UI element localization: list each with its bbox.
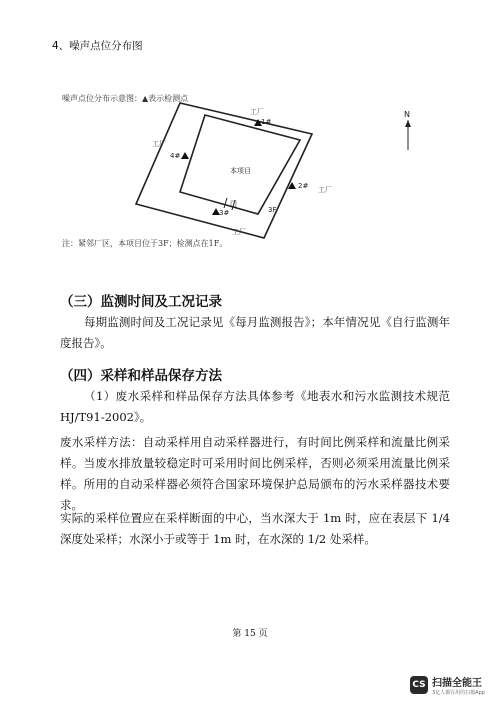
point-1-label: 1# xyxy=(261,118,272,126)
paragraph-sampling-position: 实际的采样位置应在采样断面的中心，当水深大于 1m 时，应在表层下 1/4 深度处采样；水深小于或等于 1m 时，在水深的 1/2 处采样。 xyxy=(60,511,450,546)
north-label: N xyxy=(404,110,410,119)
monitor-point-4 xyxy=(181,152,189,159)
factory-top-label: 工厂 xyxy=(250,108,264,116)
watermark-subtitle: 3亿人都在用的扫描App xyxy=(432,690,485,696)
section-title: 4、噪声点位分布图 xyxy=(52,40,143,52)
watermark-name: 扫描全能王 xyxy=(432,678,482,689)
factory-left-label: 工厂 xyxy=(152,140,166,148)
north-arrow-head xyxy=(405,120,411,127)
heading-sampling-method: （四）采样和样品保存方法 xyxy=(60,368,222,384)
factory-bottom-label: 工厂 xyxy=(232,228,246,236)
point-4-label: 4# xyxy=(170,152,181,160)
figure-note: 注：紧邻厂区，本项目位于3F；检测点在1F。 xyxy=(62,239,228,248)
heading-monitoring-time: （三）监测时间及工况记录 xyxy=(60,294,222,310)
point-2-label: 2# xyxy=(298,182,309,190)
paragraph-monitoring-time: 每期监测时间及工况记录见《每月监测报告》；本年情况见《自行监测年度报告》。 xyxy=(60,315,450,350)
paragraph-sampling-reference: （1）废水采样和样品保存方法具体参考《地表水和污水监测技术规范HJ/T91-2002》。 xyxy=(60,389,450,424)
camscanner-watermark xyxy=(410,674,485,696)
map-drawing xyxy=(52,88,452,258)
camscanner-logo-icon: CS xyxy=(410,676,428,694)
site-boundary xyxy=(136,103,312,238)
gate-label: 门 xyxy=(230,200,237,208)
factory-right-label: 工厂 xyxy=(318,186,332,194)
gate-mark xyxy=(224,198,227,208)
page-number: 第 15 页 xyxy=(232,629,268,639)
figure-title: 噪声点位分布示意图：▲表示检测点 xyxy=(62,94,189,103)
point-3-label: 3# xyxy=(219,209,230,217)
noise-point-map xyxy=(52,88,452,258)
project-label: 本项目 xyxy=(230,167,251,175)
paragraph-wastewater-sampling: 废水采样方法：自动采样用自动采样器进行，有时间比例采样和流量比例采样。当废水排放量较稳定时可采用时间比例采样，否则必须采用流量比例采样。所用的自动采样器必须符合国家环境保护总局颁布的污水采样器技术要求。 xyxy=(60,435,450,512)
floor-label: 3F xyxy=(268,206,277,214)
